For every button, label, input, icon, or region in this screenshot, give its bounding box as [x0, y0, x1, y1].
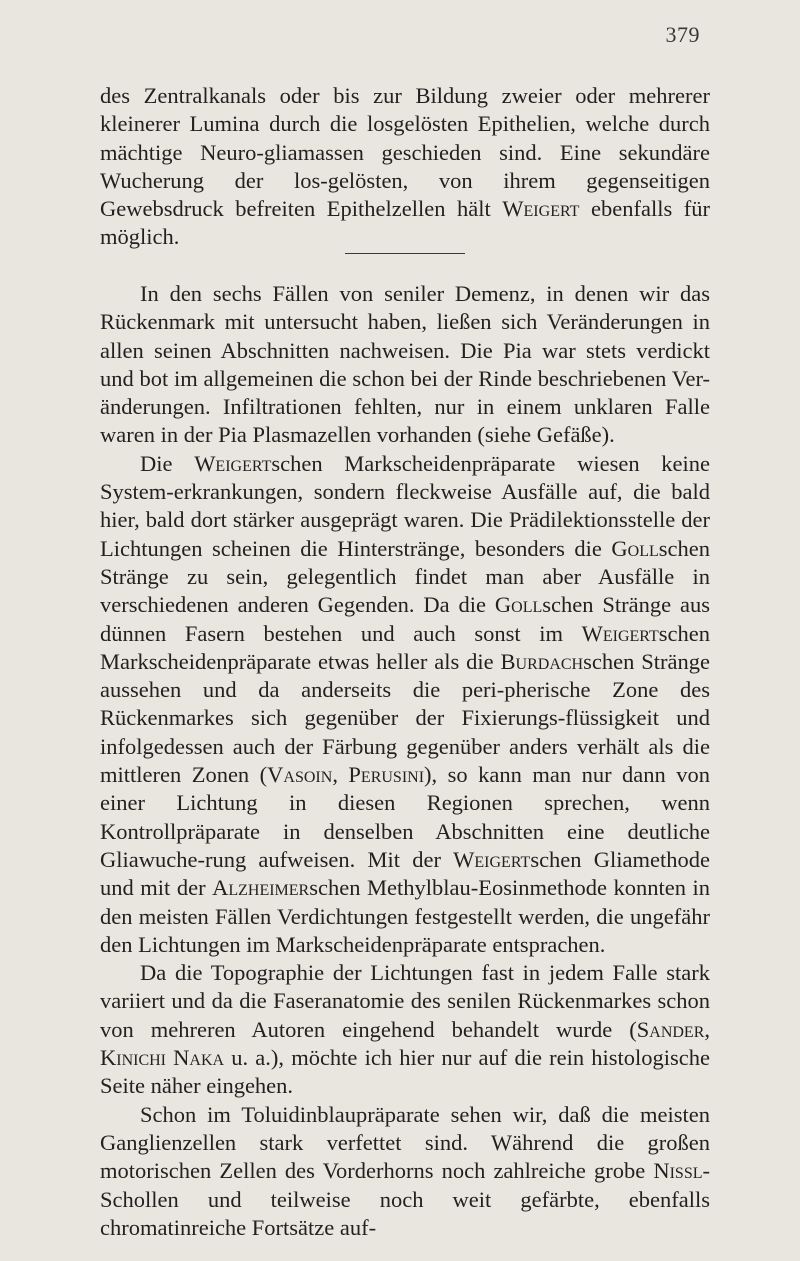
author-name: Weigert — [502, 196, 580, 222]
text-segment: u. a.), möchte ich hier nur auf die rein histologische Seite näher eingehen. — [100, 1045, 710, 1099]
section-separator — [345, 253, 465, 254]
author-name: Weigert — [194, 450, 272, 476]
page-number: 379 — [665, 22, 700, 47]
text-segment: In den sechs Fällen von seniler Demenz, in denen wir das Rückenmark mit untersucht haben, ließen sich Veränderungen in allen seinen Abschnitten nachweisen. Die Pia war stets verdickt und bot im allgemeinen die schon bei der Rinde beschriebenen Ver-änderungen. Infiltrationen fehlten, nur in einem unklaren Falle waren in der Pia Plasmazellen vorhanden (siehe Gefäße). — [100, 281, 710, 448]
text-segment: , — [332, 762, 349, 788]
text-segment: schen Markscheidenpräparate wiesen keine System-erkrankungen, sondern fleckweise Ausfälle auf, die bald hier, bald dort stärker ausgeprägt waren. Die Prädilektionsstelle der Lichtungen scheinen die Hinterstränge, besonders die — [100, 450, 710, 561]
text-segment: -Schollen und teilweise noch weit gefärbte, ebenfalls chromatinreiche Fortsätze auf- — [100, 1158, 710, 1240]
author-name: Weigert — [581, 620, 659, 646]
text-segment: Schon im Toluidinblaupräparate sehen wir, daß die meisten Ganglienzellen stark verfettet sind. Während die großen motorischen Zellen des Vorderhorns noch zahlreiche grobe — [100, 1101, 710, 1184]
author-name: Alzheimer — [212, 875, 310, 901]
paragraph-top — [100, 82, 710, 252]
text-segment: des Zentralkanals oder bis zur Bildung zweier oder mehrerer kleinerer Lumina durch die losgelösten Epithelien, welche durch mächtige Neuro-gliamassen geschieden sind. Eine sekundäre Wucherung der los-gelösten, von ihrem gegenseitigen Gewebsdruck befreiten Epithelzellen hält — [100, 83, 710, 222]
author-name: Sander — [636, 1016, 705, 1042]
text-segment: ebenfalls für möglich. — [100, 196, 710, 250]
author-name: Weigert — [453, 846, 531, 872]
text-segment: schen Gliamethode und mit der — [100, 846, 710, 901]
paragraph — [100, 959, 710, 1100]
author-name: Burdach — [500, 648, 584, 674]
author-name: Perusini — [348, 762, 425, 788]
text-segment: Die — [140, 450, 195, 476]
text-segment: , — [704, 1016, 710, 1042]
author-name: Goll — [494, 592, 543, 618]
paragraph — [100, 280, 710, 450]
author-name: Goll — [611, 535, 659, 561]
text-block-main — [100, 280, 710, 1242]
text-segment: ), so kann man nur dann von einer Lichtung in diesen Regionen sprechen, wenn Kontrollpräparate in denselben Abschnitten eine deutliche Gliawuche-rung aufweisen. Mit der — [100, 762, 711, 872]
paragraph — [100, 450, 710, 959]
text-segment: schen Stränge aussehen und da anderseits die peri-pherische Zone des Rückenmarkes sich gegenüber der Fixierungs-flüssigkeit und infolgedessen auch der Färbung gegenüber anders verhält als die mittleren Zonen ( — [100, 648, 710, 788]
text-segment: schen Stränge zu sein, gelegentlich findet man aber Ausfälle in verschiedenen anderen Gegenden. Da die — [100, 535, 710, 618]
text-segment: schen Markscheidenpräparate etwas heller als die — [100, 620, 710, 674]
text-segment: Da die Topographie der Lichtungen fast in jedem Falle stark variiert und da die Faseranatomie des senilen Rückenmarkes schon von mehreren Autoren eingehend behandelt wurde ( — [100, 960, 710, 1042]
author-name: Nissl — [653, 1158, 703, 1184]
paragraph — [100, 1101, 710, 1242]
author-name: Vasoin — [267, 762, 333, 788]
author-name: Kinichi Naka — [100, 1045, 225, 1071]
text-segment: schen Methylblau-Eosinmethode konnten in den meisten Fällen Verdichtungen festgestellt werden, die ungefähr den Lichtungen im Markscheidenpräparate entsprachen. — [100, 875, 710, 957]
text-block-top — [100, 82, 710, 252]
text-segment: schen Stränge aus dünnen Fasern bestehen und auch sonst im — [100, 592, 710, 646]
